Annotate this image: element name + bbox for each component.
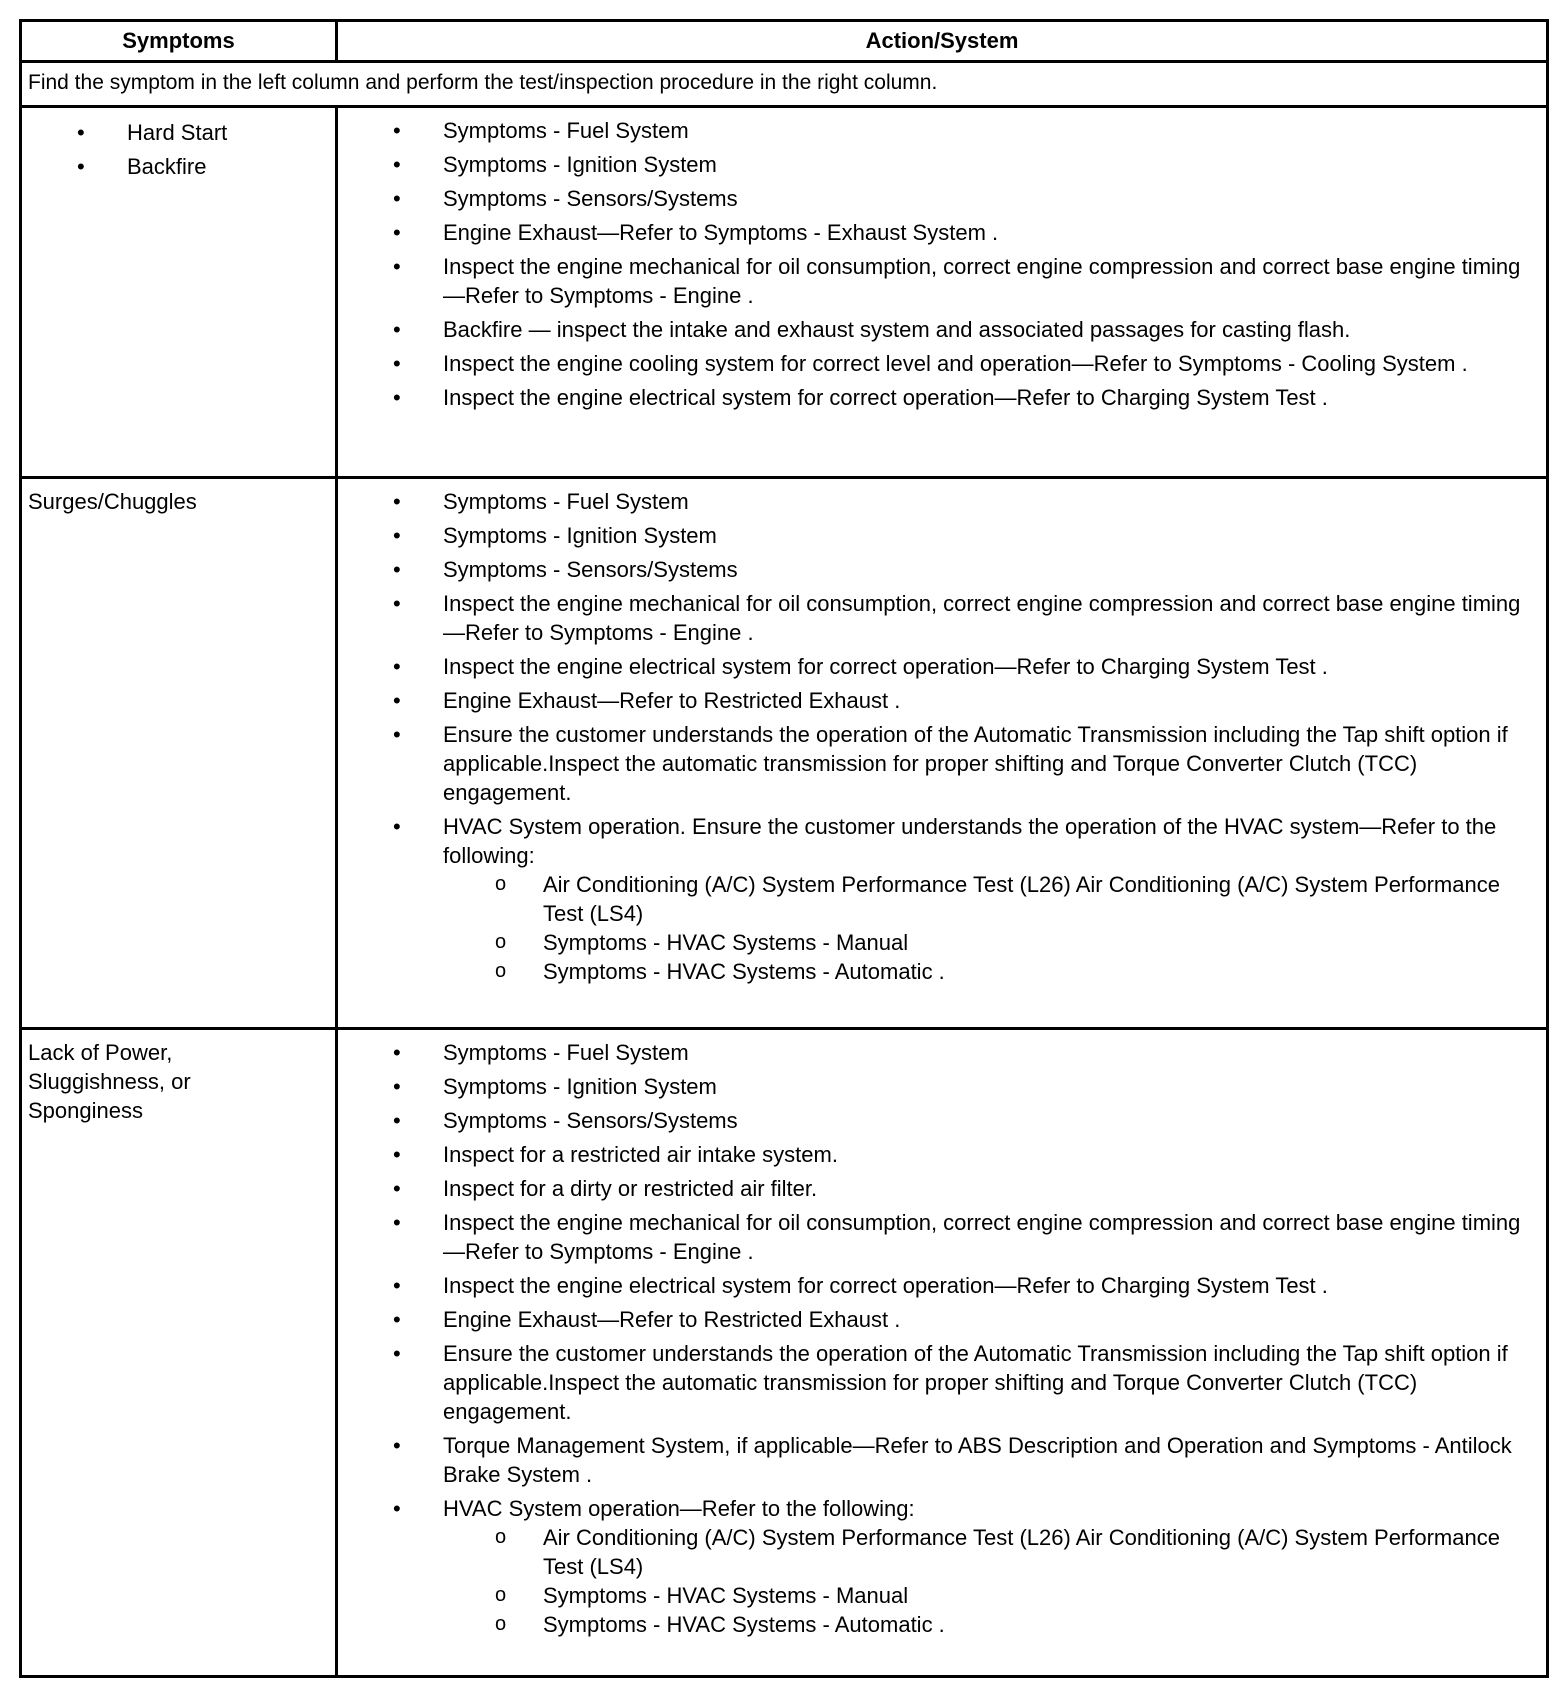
action-text: Symptoms - Sensors/Systems [443, 1108, 738, 1133]
list-item [338, 1072, 1532, 1101]
list-item [338, 315, 1532, 344]
list-item [338, 652, 1532, 681]
action-text: Ensure the customer understands the operation of the Automatic Transmission including the Tap shift option if applicable.Inspect the automatic transmission for proper shifting and Torque Converter Clutch (TCC) engagement. [443, 1341, 1508, 1424]
symptom-list [22, 108, 335, 181]
list-item [338, 1305, 1532, 1334]
list-item [338, 686, 1532, 715]
list-item [338, 521, 1532, 550]
action-cell [337, 1029, 1548, 1677]
list-item [338, 150, 1532, 179]
header-row [21, 21, 1548, 62]
action-text: Inspect for a dirty or restricted air filter. [443, 1176, 818, 1201]
sub-list-item: o Air Conditioning (A/C) System Performance Test (L26) Air Conditioning (A/C) System Performance Test (LS4) [443, 870, 1532, 928]
action-text: Symptoms - Ignition System [443, 1074, 717, 1099]
action-list [338, 108, 1546, 412]
list-item [338, 555, 1532, 584]
list-item [338, 1339, 1532, 1426]
sub-list-item: o Symptoms - HVAC Systems - Manual [443, 1581, 1532, 1610]
action-text: Symptoms - Fuel System [443, 489, 689, 514]
table-row [21, 478, 1548, 1029]
symptom-text: Surges/Chuggles [28, 489, 197, 514]
action-text: Inspect for a restricted air intake system. [443, 1142, 838, 1167]
list-item [338, 1494, 1532, 1639]
list-item: • Backfire [22, 152, 335, 181]
action-cell [337, 478, 1548, 1029]
action-text: Inspect the engine mechanical for oil consumption, correct engine compression and correct base engine timing—Refer to Symptoms - Engine . [443, 254, 1521, 308]
action-text: Ensure the customer understands the operation of the Automatic Transmission including the Tap shift option if applicable.Inspect the automatic transmission for proper shifting and Torque Converter Clutch (TCC) engagement. [443, 722, 1508, 805]
list-item [338, 812, 1532, 986]
action-text: Symptoms - Ignition System [443, 152, 717, 177]
sub-list-item: o Symptoms - HVAC Systems - Automatic . [443, 957, 1532, 986]
action-text: Inspect the engine electrical system for correct operation—Refer to Charging System Test . [443, 654, 1328, 679]
action-text: Inspect the engine mechanical for oil consumption, correct engine compression and correct base engine timing—Refer to Symptoms - Engine . [443, 591, 1521, 645]
list-item [338, 218, 1532, 247]
action-text: Torque Management System, if applicable—Refer to ABS Description and Operation and Symptoms - Antilock Brake System . [443, 1433, 1512, 1487]
action-text: Backfire — inspect the intake and exhaust system and associated passages for casting flash. [443, 317, 1351, 342]
action-text: Engine Exhaust—Refer to Restricted Exhaust . [443, 1307, 901, 1332]
symptom-table-sheet [19, 19, 1546, 1678]
action-text: HVAC System operation. Ensure the customer understands the operation of the HVAC system—Refer to the following: [443, 814, 1497, 868]
sub-list [443, 1523, 1532, 1639]
action-text: Engine Exhaust—Refer to Symptoms - Exhaust System . [443, 220, 999, 245]
sub-list-item: o Symptoms - HVAC Systems - Automatic . [443, 1610, 1532, 1639]
action-list [338, 479, 1546, 986]
list-item [338, 349, 1532, 378]
list-item [338, 1271, 1532, 1300]
action-list [338, 1030, 1546, 1639]
action-text: Inspect the engine electrical system for correct operation—Refer to Charging System Test . [443, 1273, 1328, 1298]
symptom-text: Lack of Power, Sluggishness, or Sponginess [28, 1040, 191, 1123]
symptom-cell [21, 478, 337, 1029]
list-item [338, 1106, 1532, 1135]
action-text: Symptoms - Fuel System [443, 118, 689, 143]
sub-list-item: o Symptoms - HVAC Systems - Manual [443, 928, 1532, 957]
action-text: Symptoms - Sensors/Systems [443, 186, 738, 211]
symptom-table [19, 19, 1549, 1678]
action-text: Symptoms - Ignition System [443, 523, 717, 548]
action-text: Symptoms - Sensors/Systems [443, 557, 738, 582]
action-text: Engine Exhaust—Refer to Restricted Exhaust . [443, 688, 901, 713]
list-item [338, 1431, 1532, 1489]
action-text: Inspect the engine cooling system for correct level and operation—Refer to Symptoms - Cooling System . [443, 351, 1468, 376]
list-item [338, 1174, 1532, 1203]
table-row [21, 107, 1548, 478]
header-symptoms: Symptoms [21, 21, 337, 62]
list-item [338, 252, 1532, 310]
list-item: • Hard Start [22, 118, 335, 147]
intro-row [21, 62, 1548, 107]
list-item [338, 1140, 1532, 1169]
list-item [338, 184, 1532, 213]
symptom-cell [21, 107, 337, 478]
action-text: Inspect the engine mechanical for oil consumption, correct engine compression and correct base engine timing—Refer to Symptoms - Engine . [443, 1210, 1521, 1264]
list-item [338, 1208, 1532, 1266]
list-item [338, 720, 1532, 807]
action-text: Inspect the engine electrical system for correct operation—Refer to Charging System Test . [443, 385, 1328, 410]
sub-list-item: o Air Conditioning (A/C) System Performance Test (L26) Air Conditioning (A/C) System Performance Test (LS4) [443, 1523, 1532, 1581]
list-item [338, 589, 1532, 647]
action-cell [337, 107, 1548, 478]
header-action-system: Action/System [337, 21, 1548, 62]
list-item [338, 487, 1532, 516]
intro-text: Find the symptom in the left column and perform the test/inspection procedure in the right column. [21, 62, 1548, 107]
list-item [338, 116, 1532, 145]
table-row [21, 1029, 1548, 1677]
action-text: HVAC System operation—Refer to the following: [443, 1496, 915, 1521]
action-text: Symptoms - Fuel System [443, 1040, 689, 1065]
list-item [338, 383, 1532, 412]
symptom-cell [21, 1029, 337, 1677]
list-item [338, 1038, 1532, 1067]
sub-list [443, 870, 1532, 986]
